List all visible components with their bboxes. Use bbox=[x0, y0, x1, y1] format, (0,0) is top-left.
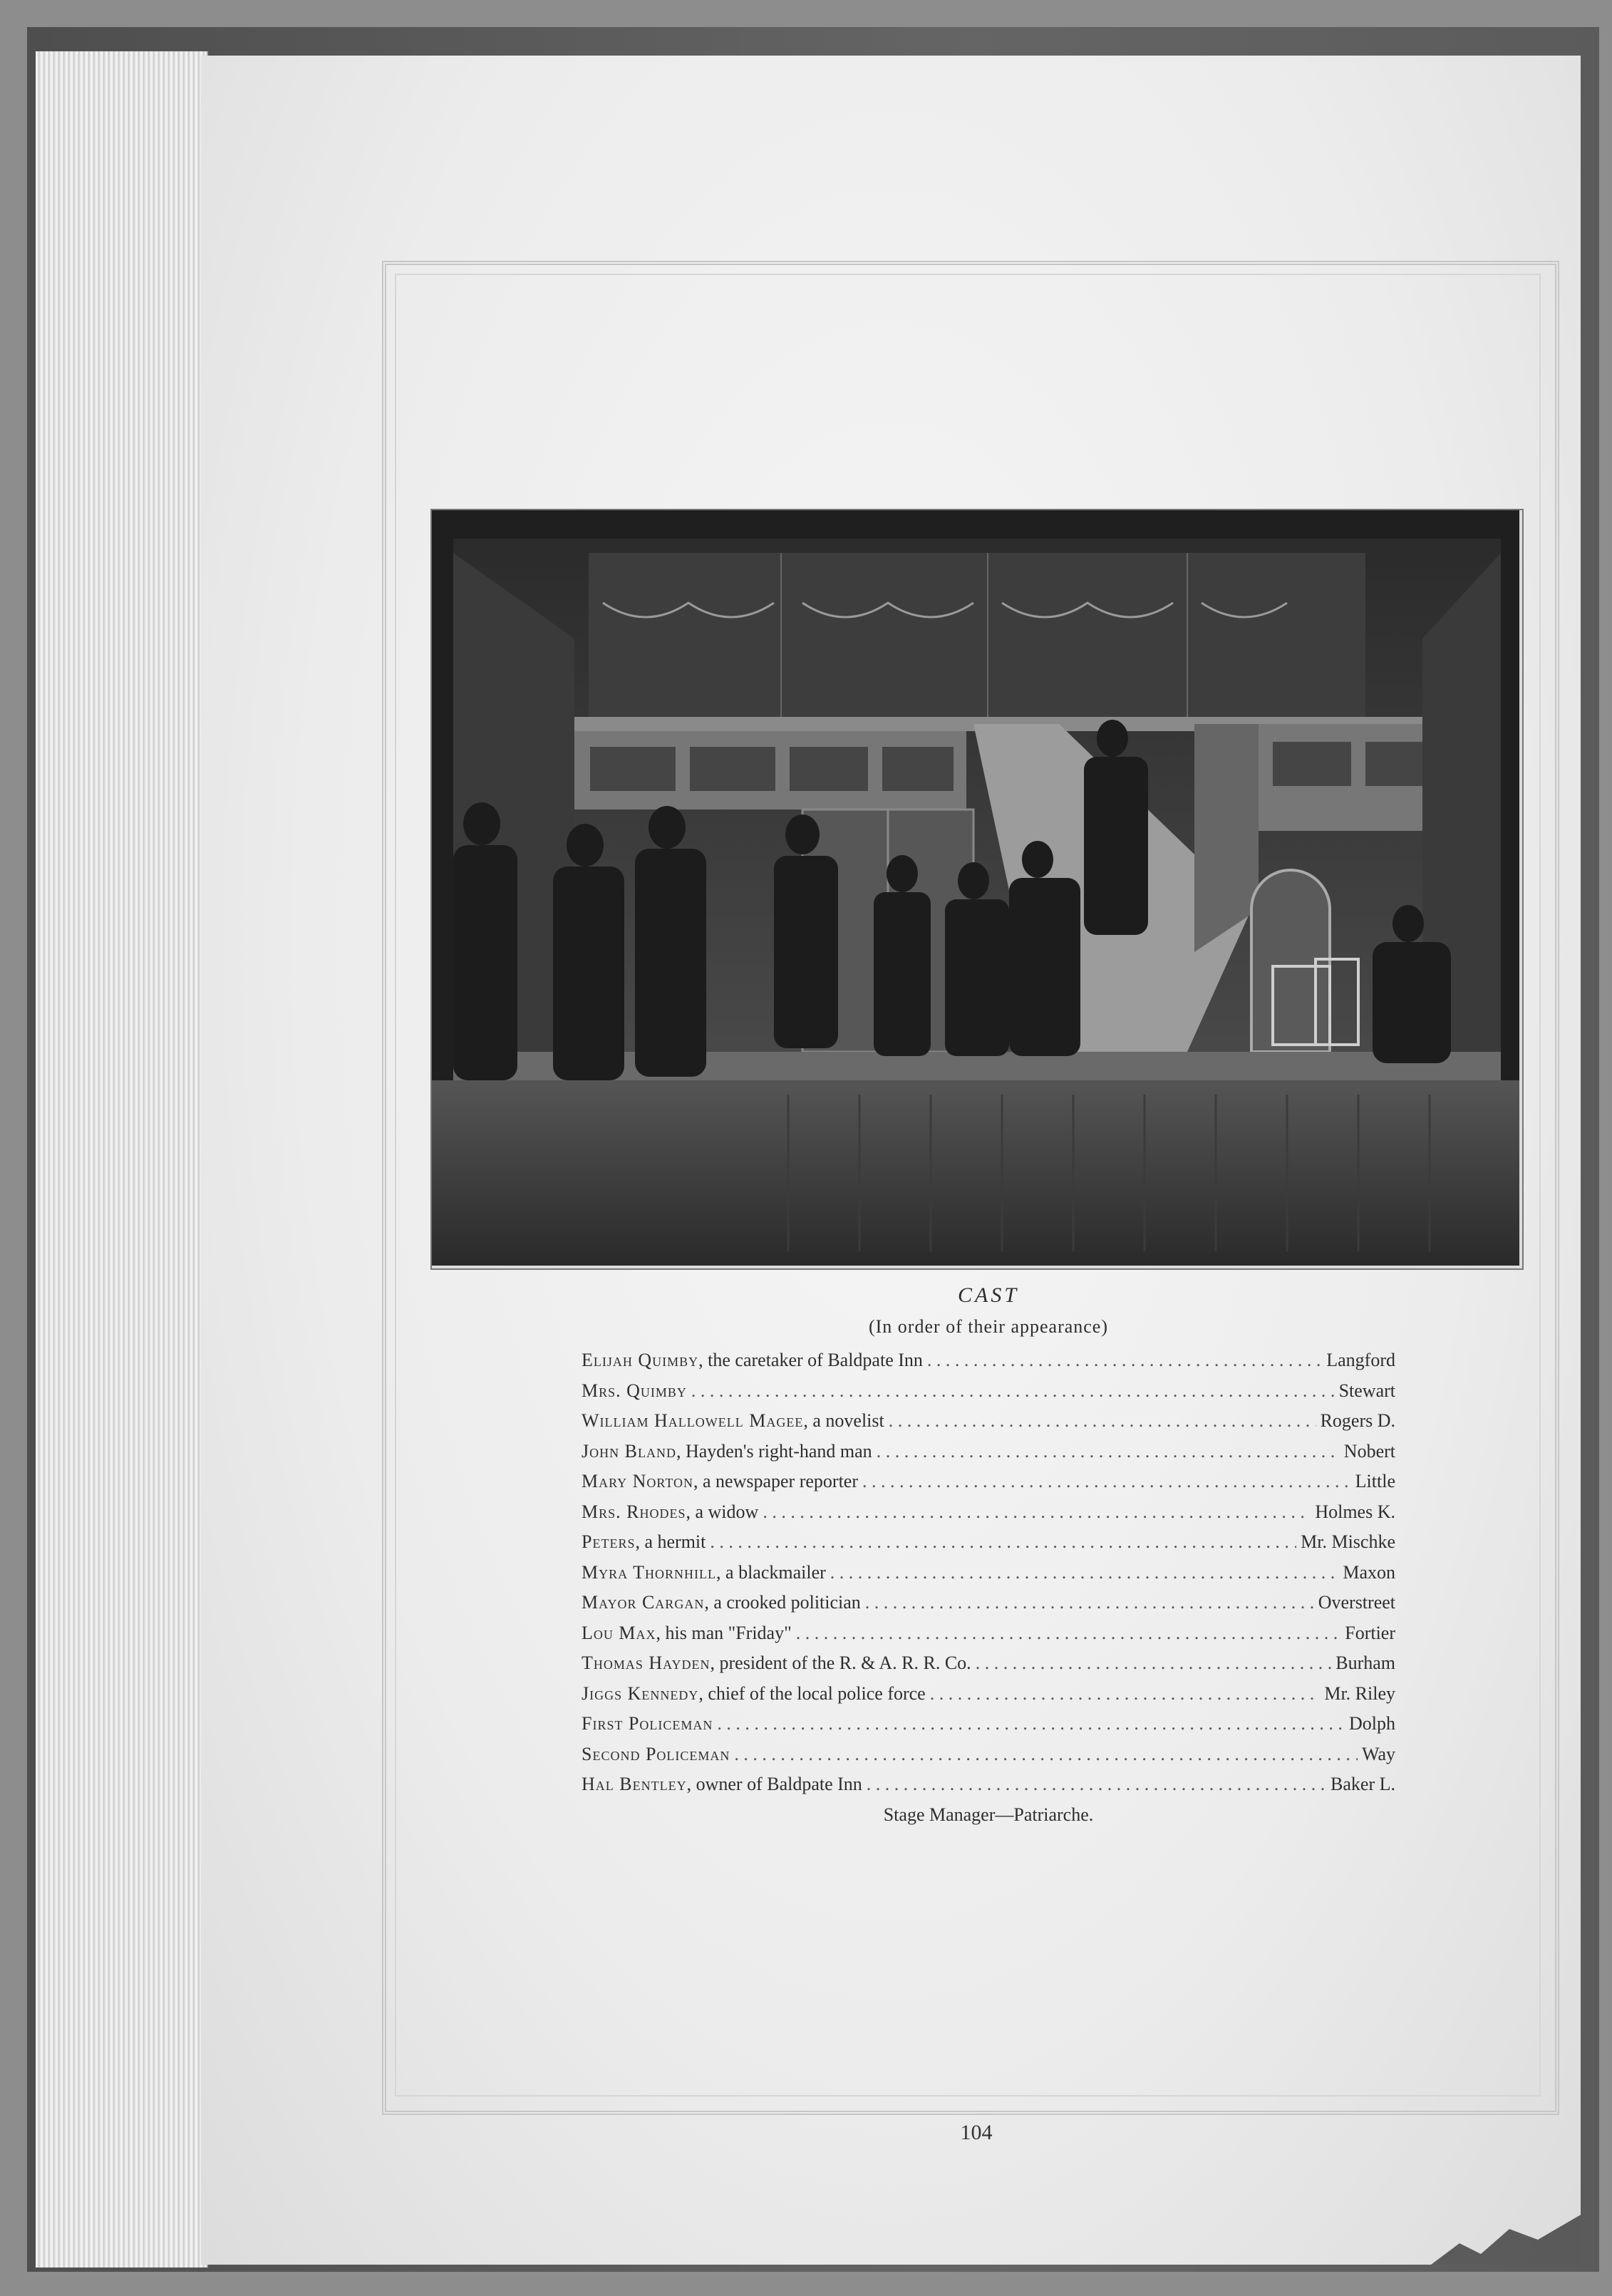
cast-row bbox=[582, 1739, 1395, 1770]
role-description: , president of the R. & A. R. R. Co. bbox=[710, 1653, 971, 1673]
dot-leader bbox=[717, 1709, 1345, 1739]
role bbox=[582, 1618, 792, 1649]
page-edges bbox=[36, 51, 208, 2267]
role-description: , chief of the local police force bbox=[698, 1682, 926, 1704]
dot-leader bbox=[867, 1769, 1326, 1800]
role bbox=[582, 1709, 713, 1739]
cast-row bbox=[582, 1618, 1395, 1649]
actor-name: Nobert bbox=[1343, 1440, 1395, 1462]
role-name: Mayor Cargan bbox=[582, 1592, 705, 1613]
role-description: , the caretaker of Baldpate Inn bbox=[698, 1350, 923, 1370]
actor-name: Burham bbox=[1335, 1653, 1395, 1673]
role bbox=[582, 1588, 861, 1618]
actor-name: Fortier bbox=[1345, 1622, 1395, 1643]
actor-name: Way bbox=[1362, 1743, 1395, 1764]
role-name: Elijah Quimby bbox=[582, 1350, 699, 1370]
actor-name: Mr. Mischke bbox=[1301, 1531, 1395, 1552]
cast-section bbox=[582, 1281, 1395, 1848]
role-description: , a novelist bbox=[803, 1410, 884, 1431]
dot-leader bbox=[710, 1527, 1296, 1558]
role-name: Myra Thornhill bbox=[582, 1561, 717, 1583]
cast-row bbox=[582, 1558, 1395, 1588]
role-name: Hal Bentley bbox=[582, 1774, 687, 1794]
cast-row bbox=[582, 1588, 1395, 1618]
role-description: , a crooked politician bbox=[704, 1592, 861, 1613]
cast-title: CAST bbox=[957, 1283, 1020, 1307]
dot-leader bbox=[734, 1739, 1358, 1770]
actor-name: Stewart bbox=[1338, 1380, 1395, 1401]
actor-name: Holmes K. bbox=[1315, 1501, 1395, 1522]
role-name: Lou Max bbox=[582, 1622, 656, 1643]
role bbox=[582, 1527, 706, 1558]
torn-corner-mark bbox=[1431, 2215, 1581, 2265]
dot-leader bbox=[691, 1376, 1335, 1407]
role-description: , a newspaper reporter bbox=[693, 1471, 858, 1491]
stage-manager-credit: Stage Manager—Patriarche. bbox=[883, 1804, 1094, 1825]
role bbox=[582, 1679, 926, 1710]
dot-leader bbox=[763, 1497, 1311, 1528]
role bbox=[582, 1497, 758, 1528]
dot-leader bbox=[830, 1558, 1339, 1588]
cast-row bbox=[582, 1376, 1395, 1407]
actor-name: Overstreet bbox=[1318, 1592, 1395, 1613]
role-description: , a blackmailer bbox=[716, 1561, 826, 1583]
role bbox=[582, 1406, 884, 1437]
stage-photograph bbox=[430, 509, 1524, 1270]
cast-row bbox=[582, 1679, 1395, 1710]
cast-row bbox=[582, 1769, 1395, 1800]
role-description: , a widow bbox=[686, 1501, 759, 1522]
role-name: William Hallowell Magee bbox=[582, 1410, 804, 1431]
actor-name: Mr. Riley bbox=[1324, 1682, 1395, 1704]
actor-name: Maxon bbox=[1343, 1561, 1395, 1583]
role bbox=[582, 1648, 971, 1679]
role-description: , a hermit bbox=[635, 1531, 706, 1552]
role-name: Mary Norton bbox=[582, 1471, 693, 1491]
role bbox=[582, 1558, 826, 1588]
dot-leader bbox=[889, 1406, 1316, 1437]
role-name: Thomas Hayden bbox=[582, 1653, 711, 1673]
actor-name: Little bbox=[1355, 1471, 1395, 1491]
role bbox=[582, 1437, 872, 1467]
role bbox=[582, 1769, 862, 1800]
cast-row bbox=[582, 1497, 1395, 1528]
role-name: First Policeman bbox=[582, 1713, 713, 1734]
cast-row bbox=[582, 1406, 1395, 1437]
role bbox=[582, 1467, 858, 1497]
role-name: Second Policeman bbox=[582, 1743, 730, 1764]
role-description: , Hayden's right-hand man bbox=[676, 1440, 872, 1462]
cast-list bbox=[582, 1345, 1395, 1800]
actor-name: Langford bbox=[1326, 1350, 1395, 1370]
cast-row bbox=[582, 1527, 1395, 1558]
role-name: Peters bbox=[582, 1531, 636, 1552]
role bbox=[582, 1345, 923, 1376]
cast-row bbox=[582, 1648, 1395, 1679]
dot-leader bbox=[877, 1437, 1340, 1467]
cast-row bbox=[582, 1467, 1395, 1497]
role bbox=[582, 1376, 687, 1407]
actor-name: Dolph bbox=[1349, 1713, 1395, 1734]
cast-subtitle: (In order of their appearance) bbox=[868, 1316, 1109, 1337]
actor-name: Rogers D. bbox=[1320, 1410, 1395, 1431]
cast-row bbox=[582, 1709, 1395, 1739]
role-name: Jiggs Kennedy bbox=[582, 1682, 699, 1704]
dot-leader bbox=[976, 1648, 1332, 1679]
role bbox=[582, 1739, 730, 1770]
dot-leader bbox=[862, 1467, 1351, 1497]
dot-leader bbox=[796, 1618, 1341, 1649]
dot-leader bbox=[865, 1588, 1314, 1618]
role-name: John Bland bbox=[582, 1440, 676, 1462]
role-name: Mrs. Quimby bbox=[582, 1380, 687, 1401]
cast-row bbox=[582, 1437, 1395, 1467]
cast-row bbox=[582, 1345, 1395, 1376]
stage-scene-image bbox=[432, 510, 1519, 1266]
dot-leader bbox=[930, 1679, 1321, 1710]
role-description: , his man "Friday" bbox=[656, 1622, 792, 1643]
page-number: 104 bbox=[960, 2121, 993, 2144]
role-description: , owner of Baldpate Inn bbox=[686, 1774, 862, 1794]
dot-leader bbox=[927, 1345, 1322, 1376]
role-name: Mrs. Rhodes bbox=[582, 1501, 686, 1522]
actor-name: Baker L. bbox=[1331, 1774, 1395, 1794]
